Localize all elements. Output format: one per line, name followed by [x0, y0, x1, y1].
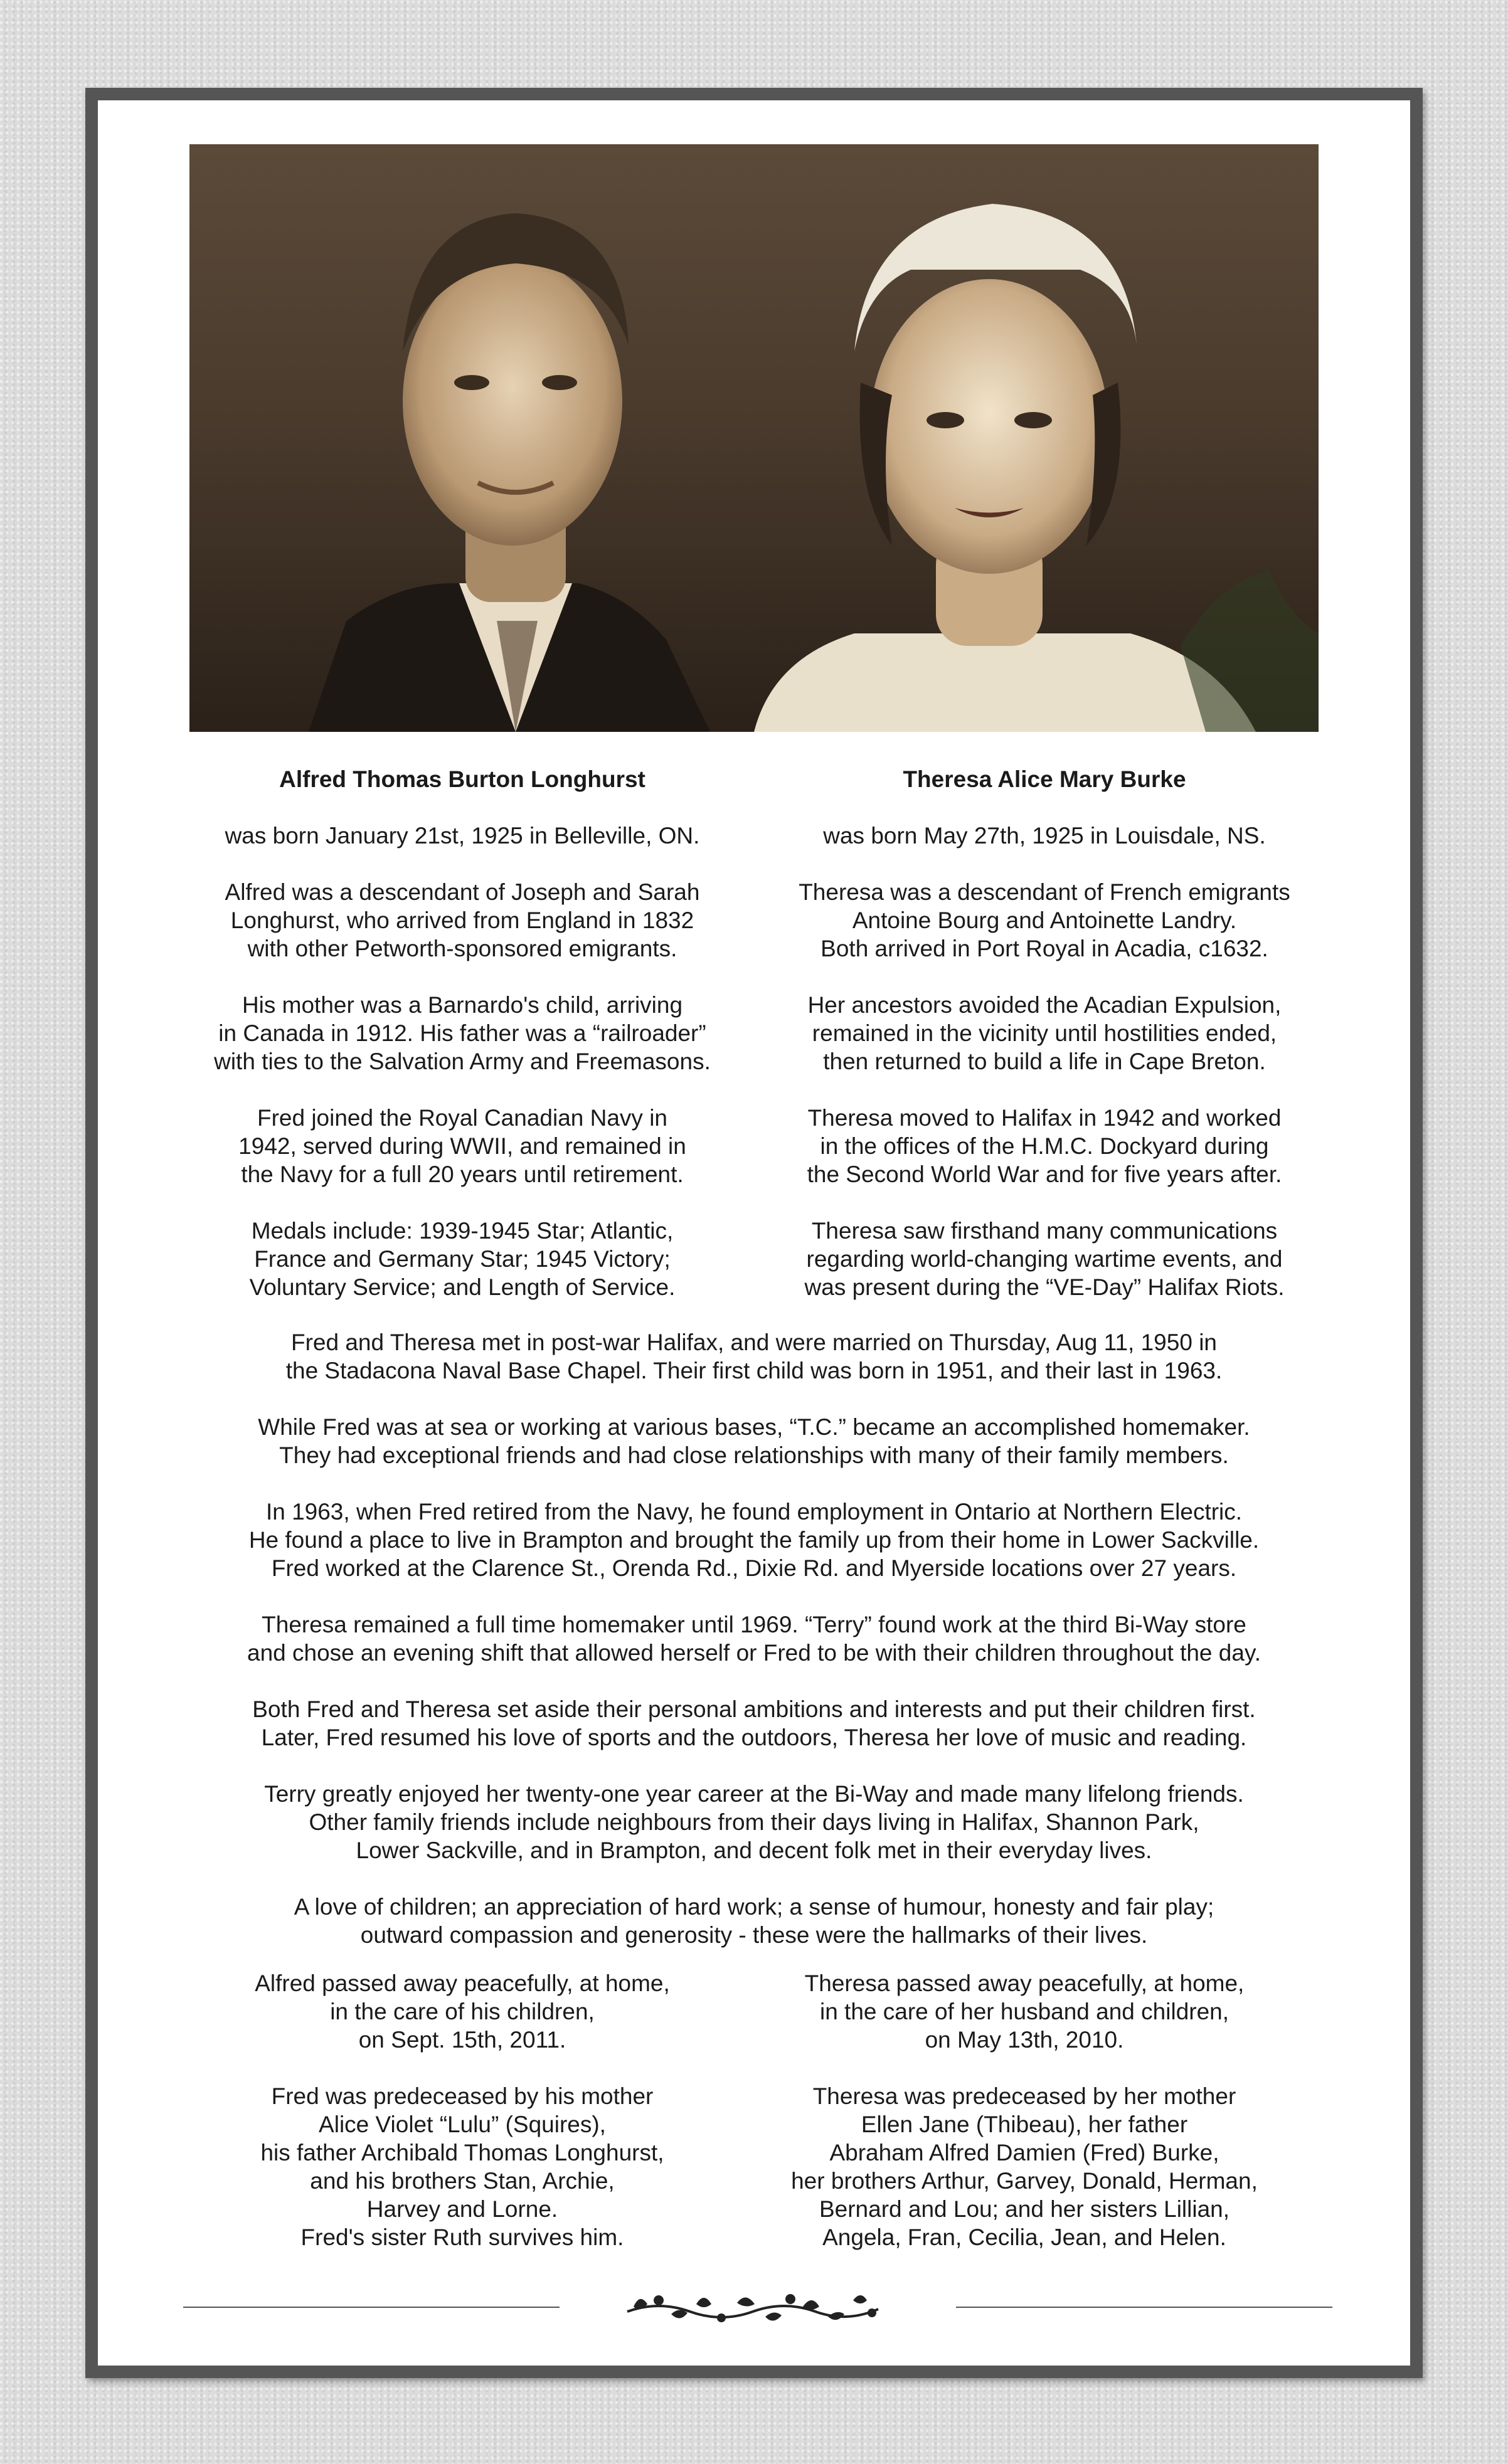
theresa-passing-column	[733, 1969, 1316, 2280]
right-divider-line	[956, 2307, 1332, 2308]
floral-vine-ornament-icon	[621, 2282, 887, 2335]
story-paragraph: Fred and Theresa met in post-war Halifax, and were married on Thursday, Aug 11, 1950 in the Stadacona Naval Base Chapel. Their first child was born in 1951, and their last in 1963.	[285, 1330, 1223, 1383]
shared-story	[144, 1328, 1364, 1977]
alfred-predeceased: Fred was predeceased by his mother Alice Violet “Lulu” (Squires), his father Archibald Thomas Longhurst, and his brothers Stan, Archie, Harvey and Lorne. Fred's sister Ruth survives him.	[260, 2083, 664, 2250]
theresa-predeceased: Theresa was predeceased by her mother Ellen Jane (Thibeau), her father Abraham Alfred Damien (Fred) Burke, her brothers Arthur, Garvey, Donald, Herman, Bernard and Lou; and her sisters Lillian, Angela, Fran, Cecilia, Jean, and Helen.	[791, 2083, 1258, 2250]
alfred-navy: Fred joined the Royal Canadian Navy in 1942, served during WWII, and remained in the Navy for a full 20 years until retirement.	[238, 1105, 686, 1187]
theresa-name: Theresa Alice Mary Burke	[903, 766, 1186, 792]
theresa-wartime: Theresa saw firsthand many communications regarding world-changing wartime events, and was present during the “VE-Day” Halifax Riots.	[804, 1218, 1285, 1300]
alfred-medals: Medals include: 1939-1945 Star; Atlantic, France and Germany Star; 1945 Victory; Voluntary Service; and Length of Service.	[249, 1218, 676, 1300]
left-divider-line	[183, 2307, 560, 2308]
alfred-name: Alfred Thomas Burton Longhurst	[279, 766, 645, 792]
theresa-birth: was born May 27th, 1925 in Louisdale, NS.	[823, 823, 1266, 849]
alfred-ancestry: Alfred was a descendant of Joseph and Sarah Longhurst, who arrived from England in 1832 with other Petworth-sponsored emigrants.	[225, 879, 700, 961]
sepia-portrait-photo	[189, 144, 1319, 732]
alfred-passing-column	[171, 1969, 754, 2280]
theresa-ancestors: Her ancestors avoided the Acadian Expulsion, remained in the vicinity until hostilities ended, then returned to build a life in Cape Breton.	[807, 992, 1282, 1074]
story-paragraph: A love of children; an appreciation of hard work; a sense of humour, honesty and fair play; outward compassion and generosity - these were the hallmarks of their lives.	[294, 1894, 1214, 1948]
theresa-column	[753, 765, 1336, 1330]
alfred-column	[171, 765, 754, 1330]
story-paragraph: In 1963, when Fred retired from the Navy, he found employment in Ontario at Northern Electric. He found a place to live in Brampton and brought the family up from their home in Lower Sackville. Fred worked at the Clarence St., Orenda Rd., Dixie Rd. and Myerside locations over 27 years.	[248, 1499, 1260, 1581]
alfred-parents: His mother was a Barnardo's child, arriving in Canada in 1912. His father was a “railroader” with ties to the Salvation Army and Freemasons.	[214, 992, 711, 1074]
story-paragraph: Terry greatly enjoyed her twenty-one year career at the Bi-Way and made many lifelong friends. Other family friends include neighbours from their days living in Halifax, Shannon Park, Lower Sackville, and in Brampton, and decent folk met in their everyday lives.	[264, 1781, 1244, 1863]
theresa-halifax: Theresa moved to Halifax in 1942 and worked in the offices of the H.M.C. Dockyard during the Second World War and for five years after.	[807, 1105, 1282, 1187]
alfred-passed: Alfred passed away peacefully, at home, in the care of his children, on Sept. 15th, 2011.	[255, 1970, 670, 2053]
alfred-birth: was born January 21st, 1925 in Belleville, ON.	[225, 823, 700, 849]
theresa-ancestry: Theresa was a descendant of French emigrants Antoine Bourg and Antoinette Landry. Both arrived in Port Royal in Acadia, c1632.	[799, 879, 1290, 961]
story-paragraph: While Fred was at sea or working at various bases, “T.C.” became an accomplished homemaker. They had exceptional friends and had close relationships with many of their family members.	[258, 1414, 1250, 1468]
story-paragraph: Both Fred and Theresa set aside their personal ambitions and interests and put their children first. Later, Fred resumed his love of sports and the outdoors, Theresa her love of music and reading.	[252, 1696, 1256, 1750]
story-paragraph: Theresa remained a full time homemaker until 1969. “Terry” found work at the third Bi-Way store and chose an evening shift that allowed herself or Fred to be with their children throughout the day.	[247, 1612, 1261, 1666]
theresa-passed: Theresa passed away peacefully, at home, in the care of her husband and children, on May 13th, 2010.	[804, 1970, 1245, 2053]
